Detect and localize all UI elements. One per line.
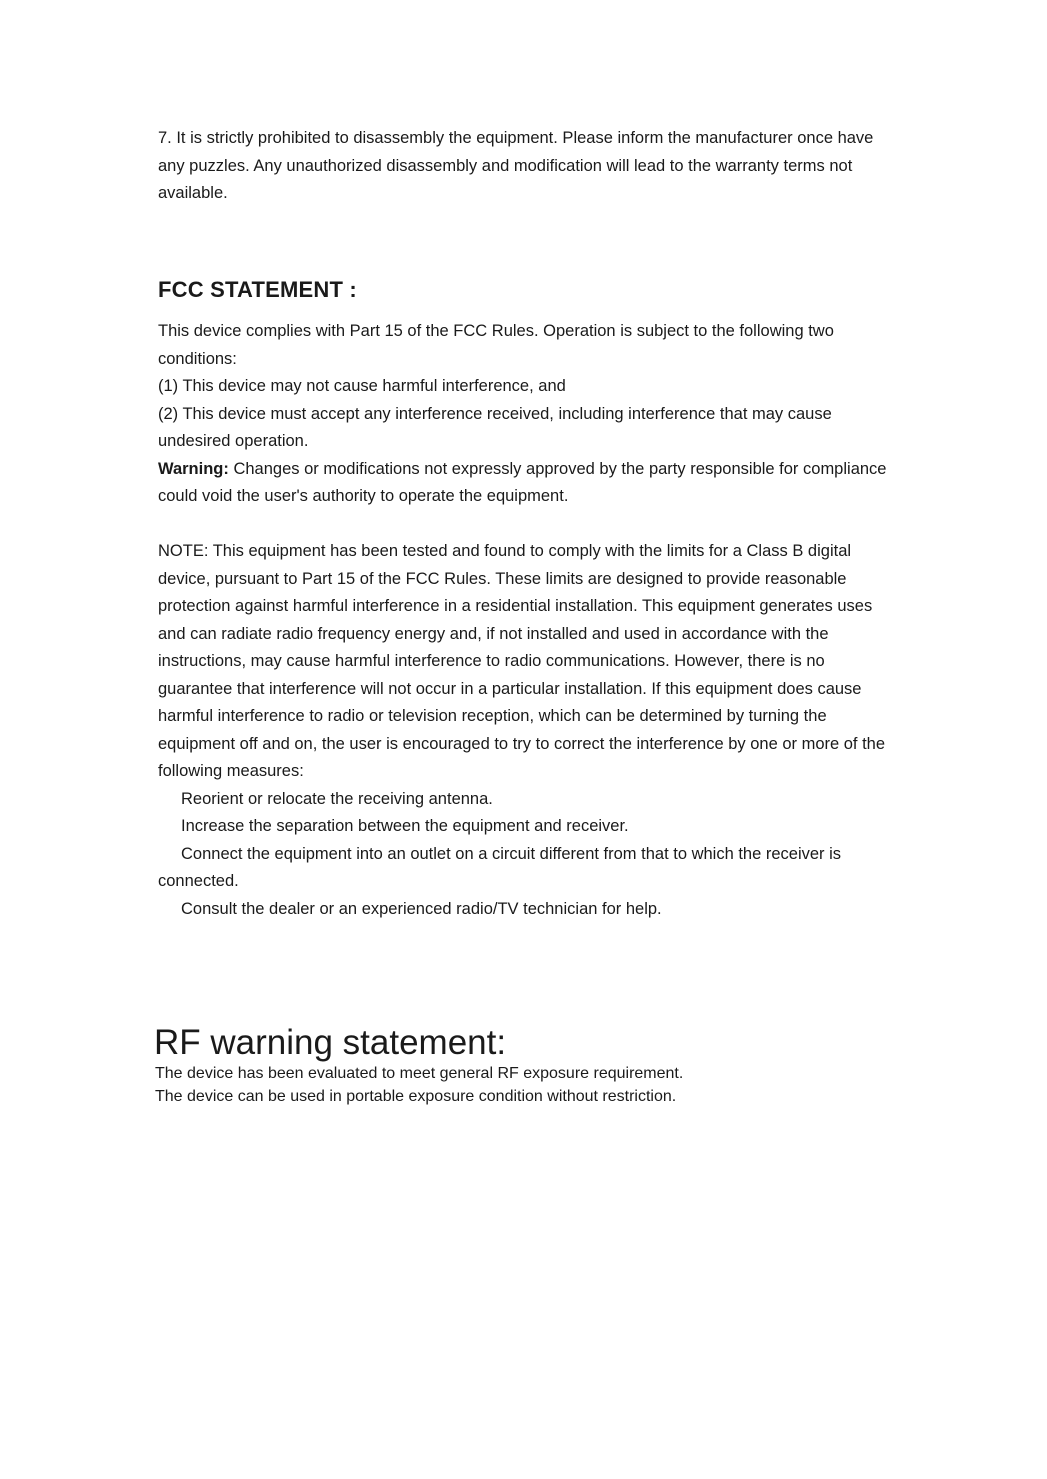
fcc-heading: FCC STATEMENT :	[158, 277, 357, 302]
rf-heading: RF warning statement:	[154, 1023, 507, 1062]
measure-item: Reorient or relocate the receiving antenna.	[181, 789, 493, 808]
warning-label: Warning:	[158, 459, 229, 478]
fcc-statement-block	[158, 318, 898, 511]
measure-item: Increase the separation between the equipment and receiver.	[181, 817, 629, 835]
rf-statement-block	[155, 1062, 895, 1108]
measure-item: Consult the dealer or an experienced radio/TV technician for help.	[181, 899, 662, 918]
fcc-warning	[158, 456, 898, 511]
rf-line-2: The device can be used in portable exposure condition without restriction.	[155, 1088, 677, 1105]
measure-item: Connect the equipment into an outlet on a circuit different from that to which the receiver is connected.	[158, 844, 842, 890]
fcc-condition-1: (1) This device may not cause harmful interference, and	[158, 377, 566, 395]
item-7-block	[158, 125, 898, 208]
fcc-note-block	[158, 538, 898, 923]
fcc-condition-2: (2) This device must accept any interference received, including interference that may cause undesired operation.	[158, 404, 832, 450]
item-7-text: 7. It is strictly prohibited to disassembly the equipment. Please inform the manufacturer once have any puzzles. Any unauthorized disassembly and modification will lead to the warranty terms not available.	[158, 129, 874, 202]
warning-text: Changes or modifications not expressly approved by the party responsible for compliance could void the user's authority to operate the equipment.	[158, 459, 887, 505]
fcc-intro: This device complies with Part 15 of the FCC Rules. Operation is subject to the following two conditions:	[158, 322, 834, 368]
rf-line-1: The device has been evaluated to meet general RF exposure requirement.	[155, 1065, 684, 1082]
fcc-note: NOTE: This equipment has been tested and found to comply with the limits for a Class B digital device, pursuant to Part 15 of the FCC Rules. These limits are designed to provide reasonable protection against harmful interference in a residential installation. This equipment generates uses and can radiate radio frequency energy and, if not installed and used in accordance with the instructions, may cause harmful interference to radio communications. However, there is no guarantee that interference will not occur in a particular installation. If this equipment does cause harmful interference to radio or television reception, which can be determined by turning the equipment off and on, the user is encouraged to try to correct the interference by one or more of the following measures:	[158, 542, 886, 780]
